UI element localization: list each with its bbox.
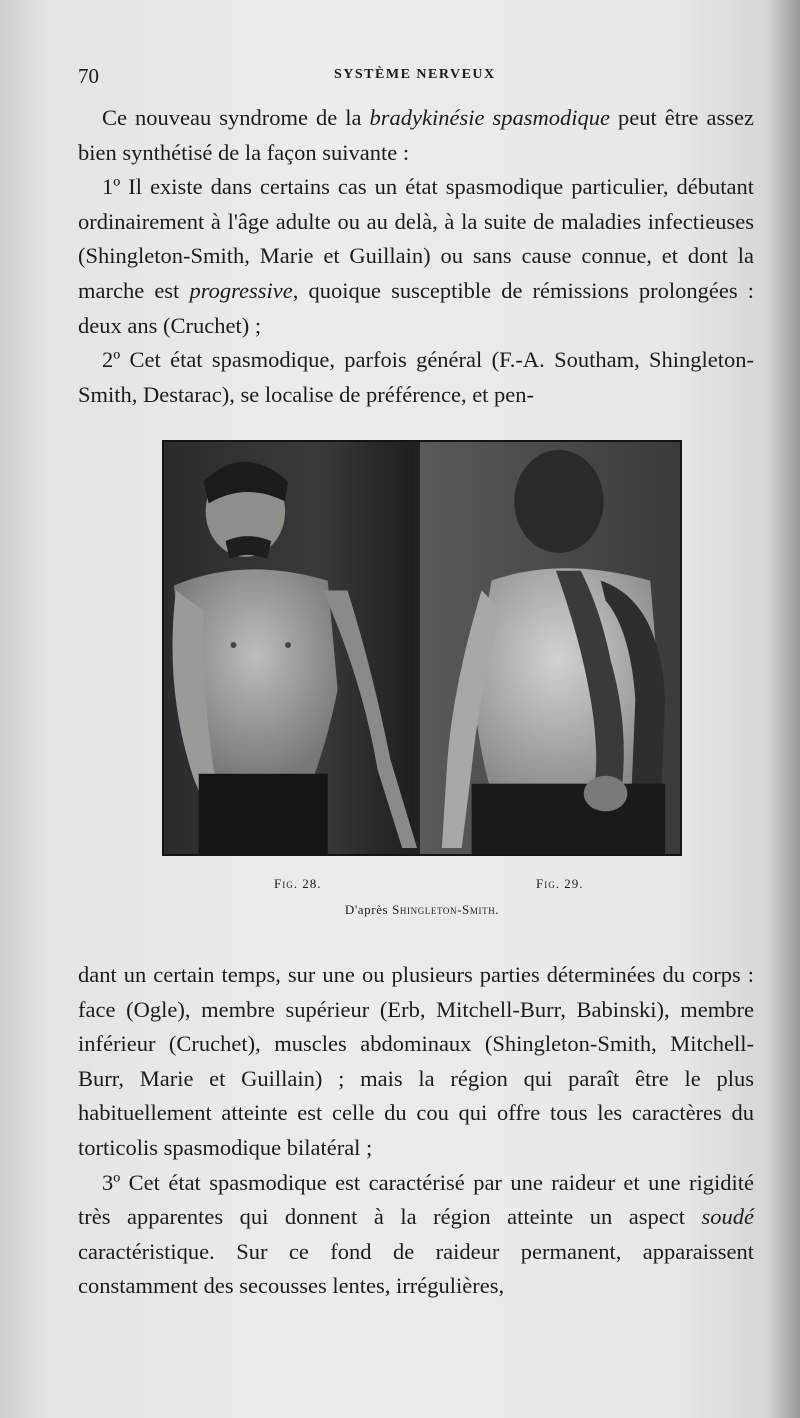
paragraph-point-1 — [78, 170, 754, 343]
text-run: caractéristique. Sur ce fond de raideur permanent, apparaissent constamment des secousses lentes, irrégulières, — [78, 1238, 754, 1299]
figure-captions — [162, 876, 682, 896]
top-text-block — [78, 101, 754, 412]
paragraph-point-2: 2º Cet état spasmodique, parfois général (F.-A. Southam, Shingleton-Smith, Destarac), se localise de préférence, et pen- — [78, 347, 754, 407]
patient-photograph — [164, 442, 680, 854]
text-run: 1º Il existe dans certains cas un état spasmodique particulier, débutant ordinairement à l'âge adulte ou au delà, à la suite de maladies infectieuses (Shingleton-Smith, Marie et Guillain) ou sans cause connue, et dont la marche est — [78, 174, 754, 303]
emphasis-term: bradykinésie spasmodique — [369, 105, 610, 130]
caption-fig-28: Fig. 28. — [274, 876, 322, 891]
running-head: SYSTÈME NERVEUX — [334, 67, 496, 82]
credit-prefix: D'après — [344, 902, 393, 917]
figure-credit — [162, 902, 682, 918]
figure-photograph — [162, 440, 682, 856]
page-number: 70 — [78, 64, 99, 88]
emphasis-term: soudé — [701, 1204, 754, 1230]
paragraph-continuation: dant un certain temps, sur une ou plusieurs parties déterminées du corps : face (Ogle), membre supérieur (Erb, Mitchell-Burr, Babinski), membre inférieur (Cruchet), muscles abdominaux (Shingleton-Smith, Mitchell-Burr, Marie et Guillain) ; mais la région qui paraît être le plus habituellement atteinte est celle du cou qui offre tous les caractères du torticolis spasmodique bilatéral ; — [78, 962, 754, 1160]
page-header — [78, 64, 758, 92]
caption-fig-29: Fig. 29. — [536, 876, 584, 891]
text-run: peut être assez bien synthétisé de la façon suivante : — [78, 105, 754, 165]
text-run: , quoique susceptible de rémissions prolongées : deux ans (Cruchet) ; — [78, 277, 754, 338]
bottom-text-block — [78, 958, 754, 1304]
emphasis-term: progressive — [189, 277, 293, 303]
credit-author: Shingleton-Smith. — [392, 902, 500, 917]
text-run: Ce nouveau syndrome de la — [102, 105, 370, 130]
paragraph-point-3 — [78, 1166, 754, 1304]
paragraph-intro — [78, 101, 754, 170]
text-run: 3º Cet état spasmodique est caractérisé par une raideur et une rigidité très apparentes qui donnent à la région atteinte un aspect — [78, 1169, 754, 1230]
